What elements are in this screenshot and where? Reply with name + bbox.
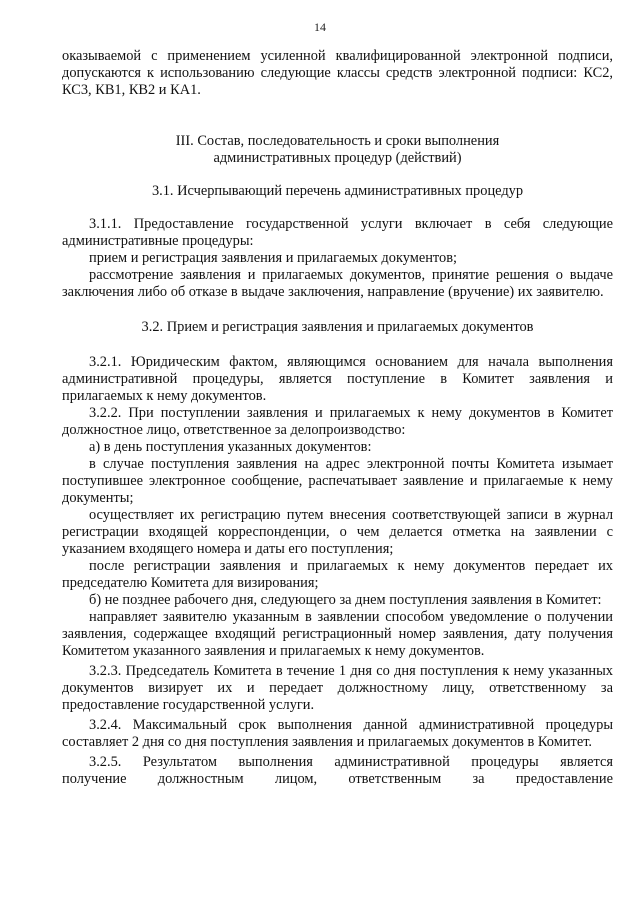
paragraph-3-2-5-line1: 3.2.5. Результатом выполнения административной процедуры является xyxy=(89,754,613,770)
paragraph-3-2-4: 3.2.4. Максимальный срок выполнения данной административной процедуры составляет 2 дня со дня поступления заявления и прилагаемых документов в Комитет. xyxy=(62,717,613,750)
paragraph-3-2-2: 3.2.2. При поступлении заявления и прилагаемых к нему документов в Комитет должностное лицо, ответственное за делопроизводство: xyxy=(62,405,613,438)
paragraph-notification: направляет заявителю указанным в заявлении способом уведомление о получении заявления, содержащее входящий регистрационный номер заявления, дату получения Комитетом указанного заявления и прилагаемых к нему документов. xyxy=(62,609,613,659)
subsection-3-2-title: 3.2. Прием и регистрация заявления и прилагаемых документов xyxy=(141,319,534,335)
paragraph-3-2-2-a: а) в день поступления указанных документов: xyxy=(89,439,372,455)
paragraph-3-2-1: 3.2.1. Юридическим фактом, являющимся основанием для начала выполнения административной процедуры, является поступление в Комитет заявления и прилагаемых к нему документов. xyxy=(62,354,613,404)
page-number: 14 xyxy=(314,20,326,34)
section-3-title-line1: III. Состав, последовательность и сроки выполнения xyxy=(175,133,500,149)
intro-paragraph: оказываемой с применением усиленной квалифицированной электронной подписи, допускаются к использованию следующие классы средств электронной подписи: КС2, КС3, КВ1, КВ2 и КА1. xyxy=(62,48,613,98)
subsection-3-1-title: 3.1. Исчерпывающий перечень административных процедур xyxy=(151,183,524,199)
list-item-procedure-1: прием и регистрация заявления и прилагаемых документов; xyxy=(89,250,458,266)
paragraph-3-2-2-b: б) не позднее рабочего дня, следующего за днем поступления заявления в Комитет: xyxy=(89,592,602,608)
paragraph-3-2-5-line2: получение должностным лицом, ответственным за предоставление xyxy=(62,771,613,787)
section-3-heading xyxy=(62,133,613,167)
subsection-3-2-body xyxy=(62,354,613,788)
list-item-procedure-2: рассмотрение заявления и прилагаемых документов, принятие решения о выдаче заключения либо об отказе в выдаче заключения, направление (вручение) их заявителю. xyxy=(62,267,613,300)
paragraph-email-receipt: в случае поступления заявления на адрес электронной почты Комитета изымает поступившее электронное сообщение, распечатывает заявление и прилагаемые к нему документы; xyxy=(62,456,613,506)
document-body xyxy=(62,48,613,788)
section-3-title-line2: административных процедур (действий) xyxy=(213,150,462,166)
paragraph-3-1-1: 3.1.1. Предоставление государственной услуги включает в себя следующие административные процедуры: xyxy=(62,216,613,249)
paragraph-3-2-3: 3.2.3. Председатель Комитета в течение 1 дня со дня поступления к нему указанных документов визирует их и передает должностному лицу, ответственному за предоставление государственной услуги. xyxy=(62,663,613,713)
subsection-3-1-body xyxy=(62,216,613,301)
paragraph-registration: осуществляет их регистрацию путем внесения соответствующей записи в журнал регистрации входящей корреспонденции, о чем делается отметка на заявлении с указанием входящего номера и даты его поступления; xyxy=(62,507,613,557)
paragraph-transfer: после регистрации заявления и прилагаемых к нему документов передает их председателю Комитета для визирования; xyxy=(62,558,613,591)
